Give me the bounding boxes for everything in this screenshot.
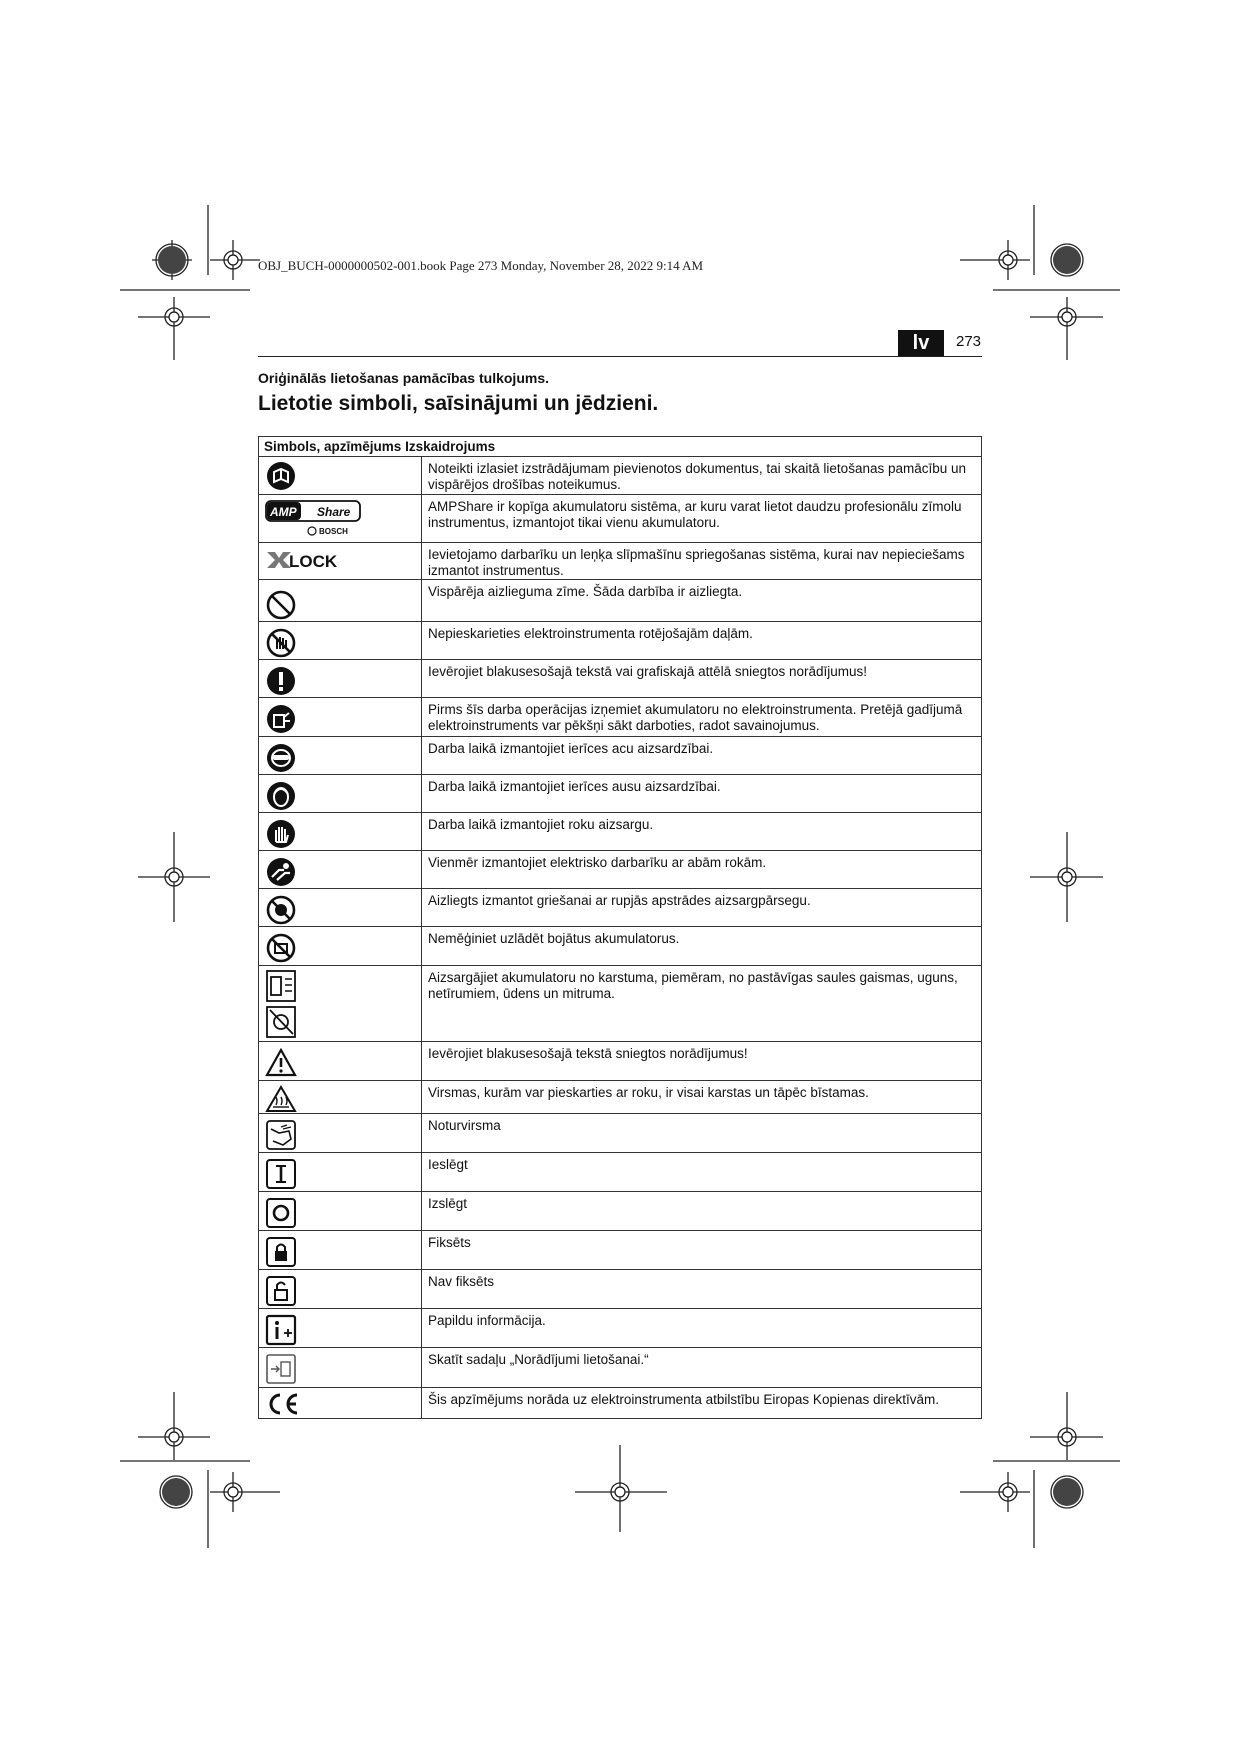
battery-protect-icon [265,969,299,1039]
row-description: Šis apzīmējums norāda uz elektroinstrumenta atbilstību Eiropas Kopienas direktīvām. [422,1388,982,1419]
symbols-table [258,436,982,1419]
no-charge-damaged-icon [265,932,297,964]
logo-bosch: BOSCH [319,527,348,536]
lock-closed-icon [265,1236,297,1268]
power-off-icon [265,1197,297,1229]
table-row [259,660,982,698]
two-hands-icon [265,856,297,888]
table-row [259,1231,982,1270]
xlock-logo [265,546,345,574]
no-cutting-guard-icon [265,894,297,926]
row-description: Papildu informācija. [422,1309,982,1348]
row-description: Izslēgt [422,1192,982,1231]
prohibition-icon [265,589,297,621]
table-row [259,698,982,737]
row-description: Noturvirsma [422,1114,982,1153]
warning-triangle-icon [265,1047,297,1079]
row-description: Aizsargājiet akumulatoru no karstuma, piemēram, no pastāvīgas saules gaismas, uguns, netīrumiem, ūdens un mitruma. [422,966,982,1042]
table-row [259,889,982,927]
logo-xlock-text: LOCK [289,552,338,571]
table-row [259,543,982,580]
row-description: Darba laikā izmantojiet ierīces acu aizsardzībai. [422,737,982,775]
row-description: Ievietojamo darbarīku un leņķa slīpmašīnu spriegošanas sistēma, kurai nav nepieciešams izmantot instrumentus. [422,543,982,580]
exclamation-icon [265,665,297,697]
table-header [259,437,982,457]
grip-surface-icon [265,1119,297,1151]
table-row [259,927,982,966]
table-row [259,737,982,775]
hot-surface-icon [265,1085,297,1113]
col2-header: Izskaidrojums [405,439,496,454]
table-header-row [259,437,982,457]
col1-header: Simbols, apzīmējums [264,439,402,454]
table-row [259,622,982,660]
logo-share: Share [317,505,351,519]
row-description: Vienmēr izmantojiet elektrisko darbarīku ar abām rokām. [422,851,982,889]
row-description: Virsmas, kurām var pieskarties ar roku, ir visai karstas un tāpēc bīstamas. [422,1081,982,1114]
row-description: Ieslēgt [422,1153,982,1192]
row-description: Darba laikā izmantojiet roku aizsargu. [422,813,982,851]
ce-mark-icon [265,1391,301,1417]
ear-protection-icon [265,780,297,812]
table-row [259,966,982,1042]
print-info: OBJ_BUCH-0000000502-001.book Page 273 Monday, November 28, 2022 9:14 AM [258,258,704,273]
row-description: Nepieskarieties elektroinstrumenta rotējošajām daļām. [422,622,982,660]
ampshare-logo [265,498,365,538]
table-row [259,775,982,813]
remove-battery-icon [265,703,297,735]
row-description: Pirms šīs darba operācijas izņemiet akumulatoru no elektroinstrumenta. Pretējā gadījumā elektroinstruments var pēkšņi sākt darboties, radot savainojumus. [422,698,982,737]
row-description: Nemēģiniet uzlādēt bojātus akumulatorus. [422,927,982,966]
table-row [259,457,982,495]
document-subtitle: Oriģinālās lietošanas pamācības tulkojums. [258,370,549,386]
power-on-icon [265,1158,297,1190]
table-row [259,1348,982,1388]
see-section-icon [265,1353,297,1385]
row-description: Noteikti izlasiet izstrādājumam pievienotos dokumentus, tai skaitā lietošanas pamācību un vispārējos drošības noteikumus. [422,457,982,495]
table-row [259,1042,982,1081]
table-row [259,813,982,851]
language-badge: lv [898,330,944,356]
table-row [259,1114,982,1153]
table-row [259,851,982,889]
lock-open-icon [265,1275,297,1307]
row-description: Darba laikā izmantojiet ierīces ausu aizsardzībai. [422,775,982,813]
info-icon [265,1314,297,1346]
section-title: Lietotie simboli, saīsinājumi un jēdzieni. [258,392,659,415]
row-description: Skatīt sadaļu „Norādījumi lietošanai.“ [422,1348,982,1388]
table-row [259,1192,982,1231]
logo-amp: AMP [270,505,297,519]
header-rule [258,356,982,357]
row-description: Fiksēts [422,1231,982,1270]
row-description: Aizliegts izmantot griešanai ar rupjās apstrādes aizsargpārsegu. [422,889,982,927]
eye-protection-icon [265,742,297,774]
page-number: 273 [956,333,982,350]
row-description: Vispārēja aizlieguma zīme. Šāda darbība ir aizliegta. [422,580,982,622]
table-row [259,1309,982,1348]
row-description: Ievērojiet blakusesošajā tekstā vai grafiskajā attēlā sniegtos norādījumus! [422,660,982,698]
row-description: Ievērojiet blakusesošajā tekstā sniegtos norādījumus! [422,1042,982,1081]
table-row [259,1153,982,1192]
read-manual-icon [265,460,297,492]
row-description: AMPShare ir kopīga akumulatoru sistēma, ar kuru varat lietot daudzu profesionālu zīmolu instrumentus, izmantojot tikai vienu akumulatoru. [422,495,982,543]
table-row [259,1388,982,1419]
table-row [259,1081,982,1114]
no-touch-icon [265,627,297,659]
hand-protection-icon [265,818,297,850]
table-row [259,495,982,543]
table-row [259,1270,982,1309]
table-row [259,580,982,622]
row-description: Nav fiksēts [422,1270,982,1309]
